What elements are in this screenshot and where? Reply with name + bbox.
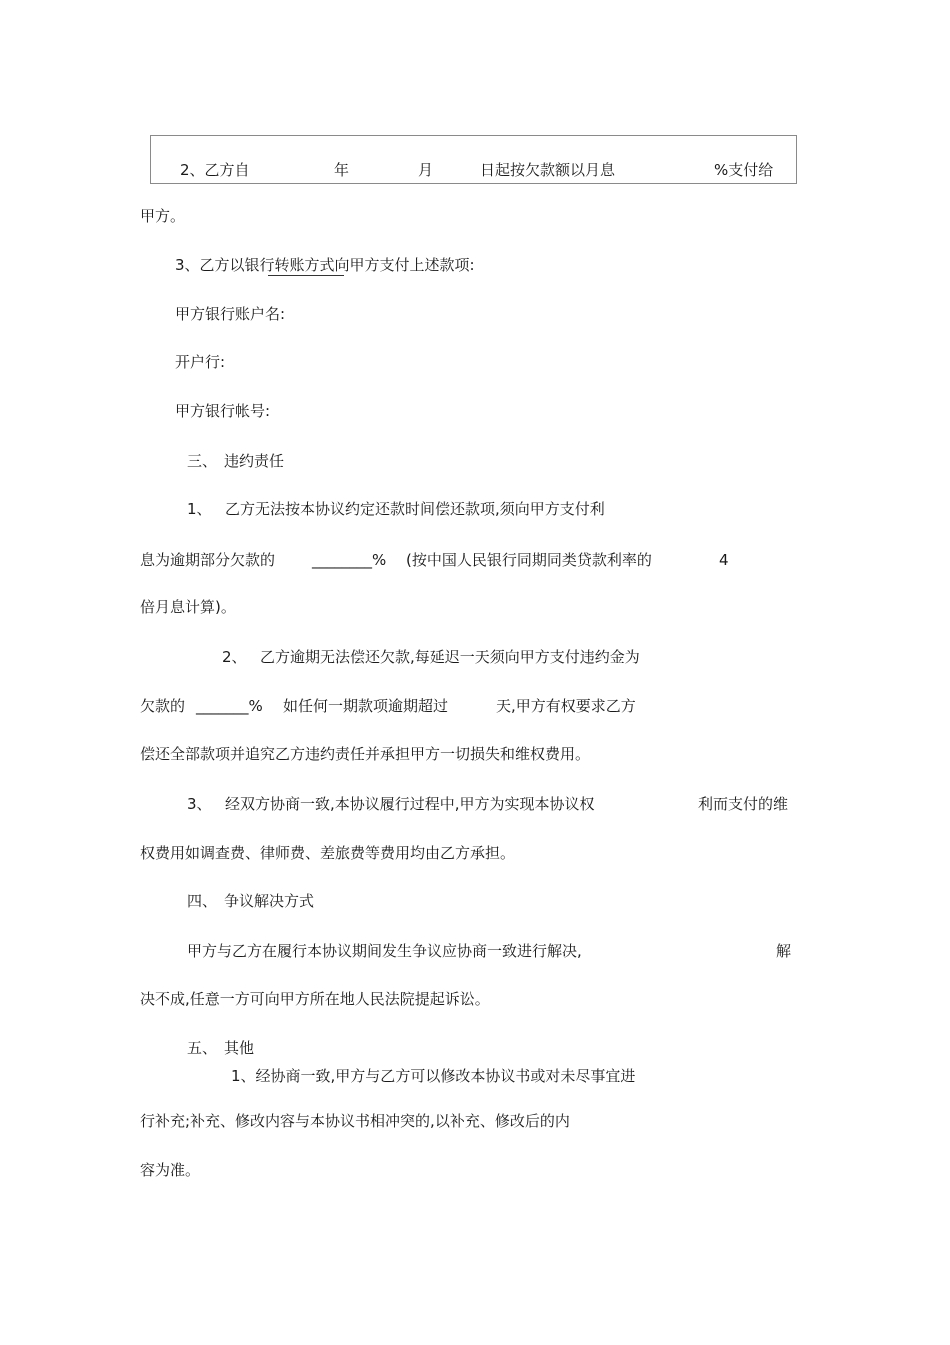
section-4-title: 争议解决方式 (224, 892, 315, 910)
clause-3-2-line-2-mid: 如任何一期款项逾期超过 (283, 697, 449, 715)
clause-3-2-number: 2、 (222, 648, 247, 666)
clause-3-2-rate-blank: _______% (196, 697, 263, 715)
section-3-title: 违约责任 (224, 452, 285, 470)
section-3-number: 三、 (187, 452, 218, 470)
bank-account-number-label: 甲方银行帐号: (175, 402, 271, 420)
table-left-border (150, 135, 151, 184)
clause-3-2-line-3: 偿还全部款项并追究乙方违约责任并承担甲方一切损失和维权费用。 (140, 745, 591, 763)
clause-3-1-line-2-mid: (按中国人民银行同期同类贷款利率的 (406, 551, 652, 569)
clause-4-line-2: 决不成,任意一方可向甲方所在地人民法院提起诉讼。 (140, 990, 490, 1008)
clause-3-1-line-2-start: 息为逾期部分欠款的 (140, 551, 276, 569)
table-cell-day-interest: 日起按欠款额以月息 (480, 161, 616, 179)
clause-3-3-number: 3、 (187, 795, 212, 813)
clause-3-1-line-3: 倍月息计算)。 (140, 598, 236, 616)
clause-3-3-line-1: 经双方协商一致,本协议履行过程中,甲方为实现本协议权 (225, 795, 595, 813)
clause-3-1-rate-blank: ________% (312, 551, 387, 569)
clause-4-line-1-end: 解 (776, 942, 792, 960)
table-cell-year: 年 (334, 161, 350, 179)
clause-3-1-number: 1、 (187, 500, 212, 518)
clause-3-1-line-2-end: 4 (719, 551, 729, 569)
clause-3-3-line-2: 权费用如调查费、律师费、差旅费等费用均由乙方承担。 (140, 844, 516, 862)
table-cell-month: 月 (418, 161, 434, 179)
clause-3-1-line-1: 乙方无法按本协议约定还款时间偿还款项,须向甲方支付利 (225, 500, 605, 518)
table-right-border (796, 135, 797, 184)
clause-5-1-line-1: 1、经协商一致,甲方与乙方可以修改本协议书或对未尽事宜进 (231, 1067, 636, 1085)
table-bottom-border (150, 183, 797, 184)
table-top-border (150, 135, 797, 136)
clause-3-2-line-1: 乙方逾期无法偿还欠款,每延迟一天须向甲方支付违约金为 (260, 648, 640, 666)
bank-account-name-label: 甲方银行账户名: (175, 305, 286, 323)
text-line-party-a: 甲方。 (140, 207, 186, 225)
text-line-bank-transfer: 3、乙方以银行转账方式向甲方支付上述款项: (175, 256, 475, 274)
section-4-number: 四、 (187, 892, 218, 910)
section-5-title: 其他 (224, 1039, 255, 1057)
clause-3-2-line-2-end: 天,甲方有权要求乙方 (496, 697, 636, 715)
clause-5-1-line-2: 行补充;补充、修改内容与本协议书相冲突的,以补充、修改后的内 (140, 1112, 570, 1130)
clause-3-3-line-1-end: 利而支付的维 (698, 795, 789, 813)
clause-4-line-1: 甲方与乙方在履行本协议期间发生争议应协商一致进行解决, (187, 942, 582, 960)
clause-3-2-line-2-start: 欠款的 (140, 697, 186, 715)
table-cell-percent-pay: %支付给 (714, 161, 774, 179)
clause-5-1-line-3: 容为准。 (140, 1161, 201, 1179)
section-5-number: 五、 (187, 1039, 218, 1057)
table-cell-party-b-from: 2、乙方自 (180, 161, 250, 179)
bank-transfer-underline (268, 275, 344, 276)
bank-branch-label: 开户行: (175, 353, 226, 371)
